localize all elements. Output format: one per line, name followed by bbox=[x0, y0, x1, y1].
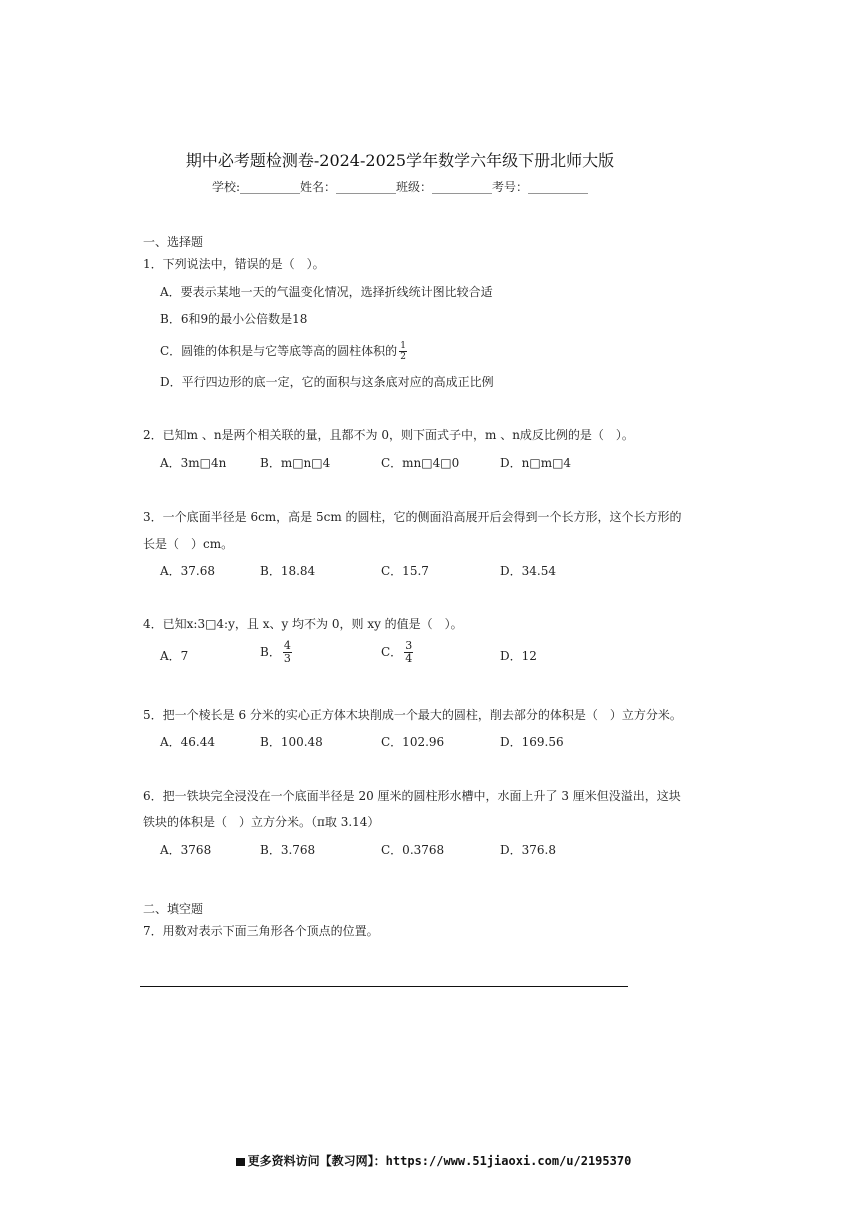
question-4-stem: 4．已知x:3□4:y，且 x、y 均不为 0，则 xy 的值是（ ）。 bbox=[143, 617, 463, 631]
fraction-denominator: 3 bbox=[283, 652, 291, 665]
question-4-option-b bbox=[260, 640, 294, 665]
question-2-option-c: C．mn□4□0 bbox=[381, 456, 460, 470]
question-3-option-d: D．34.54 bbox=[500, 564, 556, 578]
question-4-option-b-label: B． bbox=[260, 645, 281, 659]
fraction-four-thirds bbox=[283, 640, 292, 665]
page-title: 期中必考题检测卷-2024-2025学年数学六年级下册北师大版 bbox=[185, 151, 615, 170]
fraction-three-quarters bbox=[404, 640, 413, 665]
footer-text: 更多资料访问【教习网】：https://www.51jiaoxi.com/u/2195370 bbox=[247, 1154, 632, 1168]
fraction-numerator: 3 bbox=[405, 639, 413, 652]
horizontal-rule bbox=[140, 986, 628, 987]
question-1-option-c-text: C．圆锥的体积是与它等底等高的圆柱体积的 bbox=[160, 344, 398, 358]
question-3-option-a: A．37.68 bbox=[160, 564, 216, 578]
question-1-option-c bbox=[160, 341, 409, 362]
question-4-option-d: D．12 bbox=[500, 649, 537, 663]
question-5-stem: 5．把一个棱长是 6 分米的实心正方体木块削成一个最大的圆柱，削去部分的体积是（ ）立方分米。 bbox=[143, 708, 682, 722]
question-2-option-a: A．3m□4n bbox=[160, 456, 227, 470]
question-4-option-c bbox=[381, 640, 415, 665]
question-2-option-d: D．n□m□4 bbox=[500, 456, 572, 470]
fraction-numerator: 4 bbox=[283, 639, 291, 652]
fraction-one-half bbox=[399, 341, 407, 362]
question-2-option-b: B．m□n□4 bbox=[260, 456, 331, 470]
student-info-line: 学校:__________姓名：__________班级：__________考号：__________ bbox=[211, 180, 589, 194]
question-6-stem-line1: 6．把一铁块完全浸没在一个底面半径是 20 厘米的圆柱形水槽中，水面上升了 3 厘米但没溢出，这块 bbox=[143, 789, 681, 803]
question-6-option-a: A．3768 bbox=[160, 843, 212, 857]
flag-icon bbox=[236, 1158, 245, 1166]
question-5-option-b: B．100.48 bbox=[260, 735, 323, 749]
question-6-option-d: D．376.8 bbox=[500, 843, 556, 857]
question-5-option-a: A．46.44 bbox=[160, 735, 216, 749]
question-1-option-b: B．6和9的最小公倍数是18 bbox=[160, 312, 308, 326]
question-1-option-a: A．要表示某地一天的气温变化情况，选择折线统计图比较合适 bbox=[160, 285, 493, 299]
question-1-stem: 1．下列说法中，错误的是（ ）。 bbox=[143, 257, 325, 271]
question-2-stem: 2．已知m 、n是两个相关联的量，且都不为 0，则下面式子中，m 、n成反比例的是（ ）。 bbox=[143, 428, 634, 442]
question-6-stem-line2: 铁块的体积是（ ）立方分米。（π取 3.14） bbox=[143, 815, 380, 829]
question-4-option-c-label: C． bbox=[381, 645, 403, 659]
question-3-option-b: B．18.84 bbox=[260, 564, 316, 578]
question-7-stem: 7．用数对表示下面三角形各个顶点的位置。 bbox=[143, 924, 379, 938]
fraction-numerator: 1 bbox=[400, 341, 406, 351]
question-5-option-c: C．102.96 bbox=[381, 735, 445, 749]
question-6-option-c: C．0.3768 bbox=[381, 843, 445, 857]
fraction-denominator: 4 bbox=[405, 652, 413, 665]
question-3-option-c: C．15.7 bbox=[381, 564, 429, 578]
question-3-stem-line2: 长是（ ）cm。 bbox=[143, 537, 234, 551]
question-3-stem-line1: 3．一个底面半径是 6cm，高是 5cm 的圆柱，它的侧面沿高展开后会得到一个长方形，这个长方形的 bbox=[143, 510, 682, 524]
section-2-title: 二、填空题 bbox=[143, 902, 204, 916]
section-1-title: 一、选择题 bbox=[143, 235, 204, 249]
question-1-option-d: D．平行四边形的底一定，它的面积与这条底对应的高成正比例 bbox=[160, 375, 494, 389]
question-4-option-a: A．7 bbox=[160, 649, 189, 663]
question-6-option-b: B．3.768 bbox=[260, 843, 316, 857]
question-5-option-d: D．169.56 bbox=[500, 735, 564, 749]
fraction-denominator: 2 bbox=[400, 352, 406, 362]
footer-link[interactable] bbox=[0, 1152, 867, 1169]
